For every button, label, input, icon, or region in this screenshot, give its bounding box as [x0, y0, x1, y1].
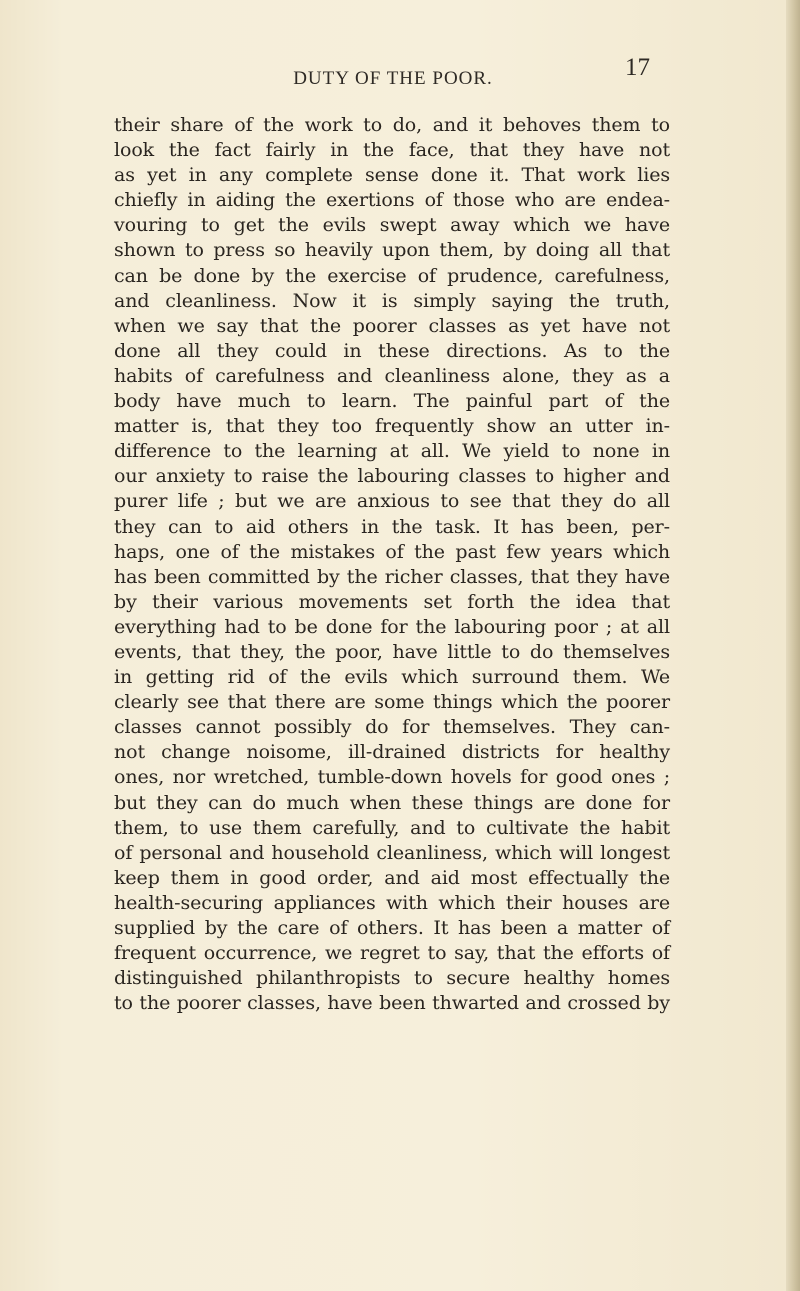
text-line: purer life ; but we are anxious to see that they do all	[114, 490, 670, 513]
text-line: in getting rid of the evils which surround them. We	[114, 666, 670, 689]
text-line: has been committed by the richer classes, that they have	[114, 565, 670, 588]
text-line: body have much to learn. The painful part of the	[114, 390, 670, 413]
text-line: haps, one of the mistakes of the past few years which	[114, 540, 670, 563]
text-line: by their various movements set forth the idea that	[114, 590, 670, 613]
text-line: shown to press so heavily upon them, by doing all that	[114, 239, 670, 262]
text-line: but they can do much when these things are done for	[114, 791, 670, 814]
running-title: DUTY OF THE POOR.	[293, 68, 493, 89]
text-line: difference to the learning at all. We yield to none in	[114, 440, 670, 463]
running-head	[0, 54, 786, 94]
text-line: ones, nor wretched, tumble-down hovels for good ones ;	[114, 766, 670, 789]
text-line: clearly see that there are some things which the poorer	[114, 691, 670, 714]
text-line: distinguished philanthropists to secure healthy homes	[114, 967, 670, 990]
text-line: supplied by the care of others. It has been a matter of	[114, 917, 670, 939]
text-line: to the poorer classes, have been thwarted and crossed by	[114, 992, 670, 1015]
page-edge	[786, 0, 800, 1291]
text-line: everything had to be done for the labouring poor ; at all	[114, 615, 670, 638]
text-line: classes cannot possibly do for themselves. They can-	[114, 716, 670, 739]
text-line: not change noisome, ill-drained districts for healthy	[114, 741, 670, 764]
text-line: them, to use them carefully, and to cultivate the habit	[114, 816, 670, 839]
text-line: habits of carefulness and cleanliness alone, they as a	[114, 364, 670, 387]
text-line: and cleanliness. Now it is simply saying the truth,	[114, 289, 670, 312]
text-line: when we say that the poorer classes as yet have not	[114, 314, 670, 337]
text-line: they can to aid others in the task. It has been, per-	[114, 515, 670, 538]
body-text	[114, 113, 670, 1016]
text-line: as yet in any complete sense done it. That work lies	[114, 164, 670, 187]
text-line: our anxiety to raise the labouring classes to higher and	[114, 465, 670, 488]
text-line: done all they could in these directions. As to the	[114, 339, 670, 362]
text-line: frequent occurrence, we regret to say, that the efforts of	[114, 942, 670, 965]
text-line: events, that they, the poor, have little to do themselves	[114, 640, 670, 663]
text-line: of personal and household cleanliness, which will longest	[114, 841, 670, 864]
text-line: matter is, that they too frequently show an utter in-	[114, 415, 670, 438]
text-line: vouring to get the evils swept away which we have	[114, 214, 670, 237]
text-line: can be done by the exercise of prudence, carefulness,	[114, 264, 670, 287]
text-line: look the fact fairly in the face, that they have not	[114, 139, 670, 162]
text-line: chiefly in aiding the exertions of those who are endea-	[114, 189, 670, 212]
page-number: 17	[625, 54, 650, 81]
text-line: keep them in good order, and aid most effectually the	[114, 866, 670, 889]
text-line: health-securing appliances with which their houses are	[114, 891, 670, 914]
text-line: their share of the work to do, and it behoves them to	[114, 114, 670, 136]
